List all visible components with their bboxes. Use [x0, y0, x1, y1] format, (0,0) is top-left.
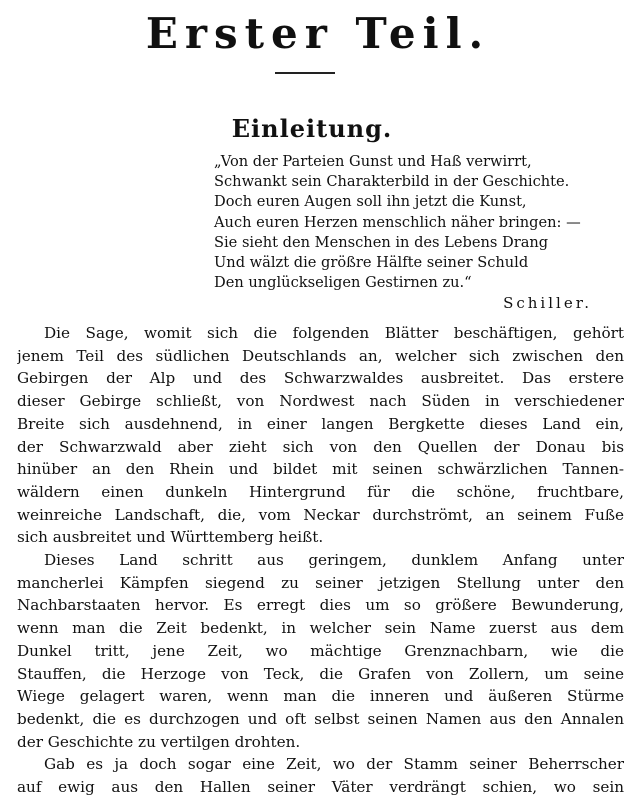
text-line: hinüber an den Rhein und bildet mit seinen schwärzlichen Tannen-: [17, 460, 624, 479]
text-line: der Schwarzwald aber zieht sich von den Quellen der Donau bis: [17, 437, 624, 456]
text-line: Wiege gelagert waren, wenn man die inneren und äußeren Stürme: [17, 687, 624, 706]
title-divider: [275, 72, 335, 74]
paragraph-3: [17, 753, 624, 798]
epigraph: [214, 152, 614, 293]
text-line: mancherlei Kämpfen siegend zu seiner jetzigen Stellung unter den: [17, 573, 624, 592]
text-line: jenem Teil des südlichen Deutschlands an, welcher sich zwischen den: [17, 346, 624, 365]
text-line: Nachbarstaaten hervor. Es erregt dies um so größere Bewunderung,: [17, 596, 624, 615]
text-line: wenn man die Zeit bedenkt, in welcher sein Name zuerst aus dem: [17, 619, 624, 638]
text-line: Dunkel tritt, jene Zeit, wo mächtige Grenznachbarn, wie die: [17, 641, 624, 660]
epigraph-line: Den unglückseligen Gestirnen zu.“: [214, 274, 472, 292]
epigraph-line: Doch euren Augen soll ihn jetzt die Kunst,: [214, 193, 527, 211]
text-line: bedenkt, die es durchzogen und oft selbst seinen Namen aus den Annalen: [17, 709, 624, 728]
text-line: Die Sage, womit sich die folgenden Blätter beschäftigen, gehört: [44, 324, 624, 342]
body-text: [17, 322, 624, 799]
epigraph-line: Auch euren Herzen menschlich näher bringen: —: [214, 213, 581, 231]
text-line: Stauffen, die Herzoge von Teck, die Grafen von Zollern, um seine: [17, 664, 624, 683]
epigraph-line: Und wälzt die größre Hälfte seiner Schuld: [214, 254, 529, 272]
paragraph-2: [17, 549, 624, 753]
section-title-text: Einleitung.: [231, 114, 393, 143]
epigraph-line: Schwankt sein Charakterbild in der Geschichte.: [214, 173, 570, 191]
epigraph-attribution: Schiller.: [503, 294, 592, 312]
text-line: Gab es ja doch sogar eine Zeit, wo der Stamm seiner Beherrscher: [44, 755, 624, 774]
text-line: wäldern einen dunkeln Hintergrund für die schöne, fruchtbare,: [17, 482, 624, 501]
text-line: auf ewig aus den Hallen seiner Väter verdrängt schien, wo sein: [17, 778, 624, 797]
epigraph-line: „Von der Parteien Gunst und Haß verwirrt,: [214, 153, 532, 170]
text-line: Gebirgen der Alp und des Schwarzwaldes ausbreitet. Das erstere: [17, 369, 624, 388]
text-line: der Geschichte zu vertilgen drohten.: [17, 732, 301, 751]
text-line: Breite sich ausdehnend, in einer langen Bergkette dieses Land ein,: [17, 414, 624, 433]
text-line: weinreiche Landschaft, die, vom Neckar durchströmt, an seinem Fuße: [17, 505, 624, 524]
epigraph-line: Sie sieht den Menschen in des Lebens Drang: [214, 233, 549, 251]
part-title: Erster Teil.: [145, 9, 491, 58]
section-title: [0, 114, 636, 144]
text-line: dieser Gebirge schließt, von Nordwest nach Süden in verschiedener: [17, 392, 624, 411]
text-line: Dieses Land schritt aus geringem, dunklem Anfang unter: [44, 551, 624, 570]
paragraph-1: [17, 322, 624, 549]
text-line: sich ausbreitet und Württemberg heißt.: [17, 528, 324, 547]
